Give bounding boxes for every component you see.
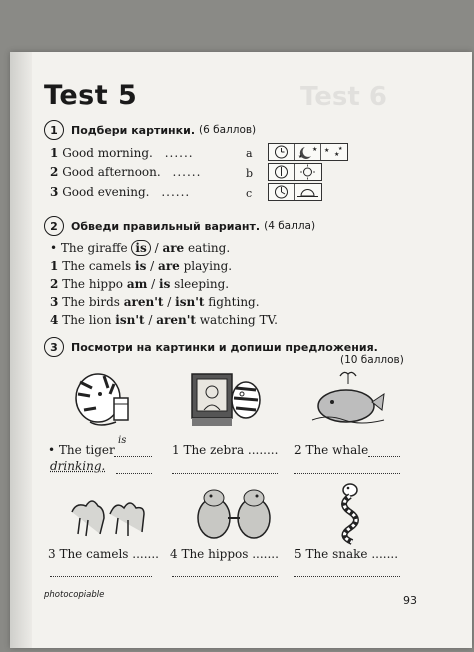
picture-strip-b <box>268 163 322 181</box>
whale-swimming-illustration <box>308 370 388 430</box>
section-3-header <box>44 337 378 357</box>
svg-text:★: ★ <box>298 154 303 160</box>
answer-line <box>114 456 152 457</box>
answer-line <box>294 473 400 474</box>
handwritten-answer: drinking. <box>50 459 106 473</box>
section-number: 2 <box>44 216 64 236</box>
option-letter-c: c <box>246 187 253 200</box>
picture-strip-c <box>268 183 322 201</box>
section-2-header <box>44 216 315 236</box>
book-spine-shadow <box>10 52 32 648</box>
night-sky-icon <box>321 144 346 160</box>
photocopiable-note: photocopiable <box>44 590 105 600</box>
section-1-header <box>44 120 256 140</box>
svg-text:★: ★ <box>334 151 340 158</box>
circled-answer: is <box>131 240 150 256</box>
handwritten-answer: is <box>118 435 127 446</box>
section-number: 3 <box>44 337 64 357</box>
section-points: (4 балла) <box>264 220 316 232</box>
answer-line <box>50 576 152 577</box>
page-title: Test 5 <box>44 80 138 111</box>
tiger-caption: • The tiger <box>48 443 115 457</box>
answer-line <box>368 456 400 457</box>
camels-playing-illustration <box>66 484 148 542</box>
section-instruction: Посмотри на картинки и допиши предложения. <box>71 340 378 354</box>
choice-item-2: 2 The hippo am / is sleeping. <box>50 277 230 291</box>
option-letter-b: b <box>246 167 254 180</box>
moon-stars-icon <box>295 144 321 160</box>
answer-line <box>172 473 278 474</box>
section-number: 1 <box>44 120 64 140</box>
answer-line <box>172 576 278 577</box>
sunset-icon <box>295 184 320 200</box>
section-instruction: Подбери картинки. <box>71 123 195 137</box>
answer-line <box>116 473 152 474</box>
section-points: (6 баллов) <box>199 124 257 136</box>
match-item-2: 2 Good afternoon. ...... <box>50 165 202 179</box>
tiger-drinking-illustration <box>70 368 142 430</box>
section-instruction: Обведи правильный вариант. <box>71 219 261 233</box>
hippos-fighting-illustration <box>192 484 276 544</box>
match-item-1: 1 Good morning. ...... <box>50 146 194 160</box>
show-through-title: Test 6 <box>300 82 387 112</box>
clock-icon <box>269 144 295 160</box>
choice-item-3: 3 The birds aren't / isn't fighting. <box>50 295 260 309</box>
option-letter-a: a <box>246 147 253 160</box>
svg-text:★: ★ <box>338 146 343 152</box>
zebra-watching-tv-illustration <box>190 370 268 430</box>
choice-item-4: 4 The lion isn't / aren't watching TV. <box>50 313 278 327</box>
zebra-caption: 1 The zebra ........ <box>172 443 279 457</box>
picture-strip-a <box>268 143 348 161</box>
choice-example: • The giraffe is / are eating. <box>50 241 231 255</box>
hippos-caption: 4 The hippos ....... <box>170 547 279 561</box>
clock-icon <box>269 184 295 200</box>
page-number: 93 <box>403 594 417 607</box>
camels-caption: 3 The camels ....... <box>48 547 159 561</box>
worksheet-page <box>10 52 472 648</box>
match-item-3: 3 Good evening. ...... <box>50 185 191 199</box>
snake-caption: 5 The snake ....... <box>294 547 399 561</box>
whale-caption: 2 The whale <box>294 443 369 457</box>
clock-icon <box>269 164 295 180</box>
svg-text:★: ★ <box>324 147 330 154</box>
svg-text:★: ★ <box>312 146 318 153</box>
choice-item-1: 1 The camels is / are playing. <box>50 259 233 273</box>
sun-icon <box>295 164 320 180</box>
snake-illustration <box>330 482 370 546</box>
section-points: (10 баллов) <box>340 354 404 366</box>
answer-line <box>294 576 400 577</box>
